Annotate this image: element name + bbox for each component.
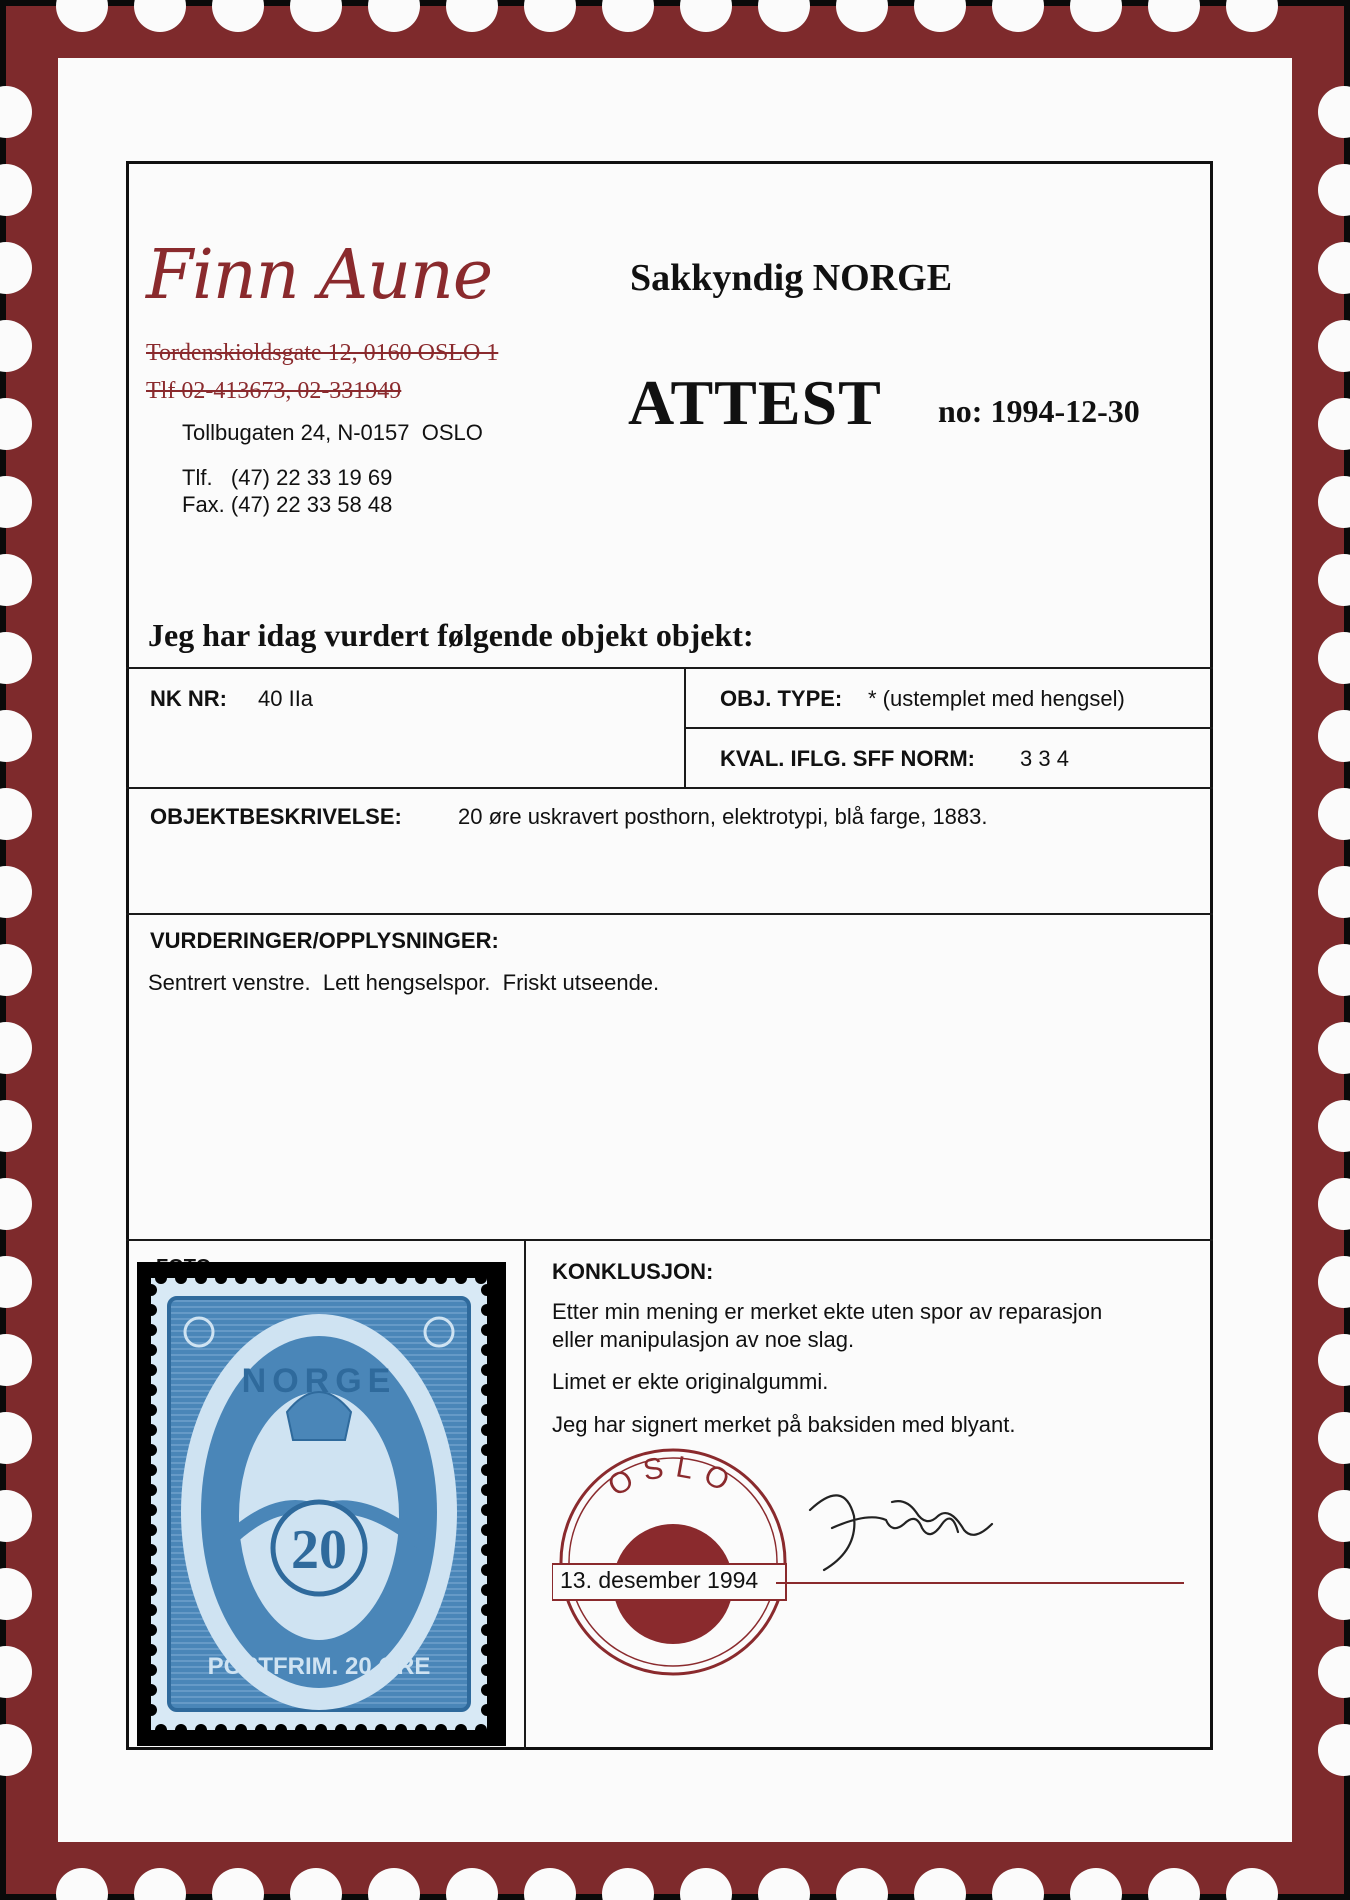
phone: Tlf. (47) 22 33 19 69 <box>182 465 393 490</box>
seal-city: OSLO <box>602 1450 744 1504</box>
old-address-line1: Tordenskioldsgate 12, 0160 OSLO 1 <box>146 340 499 366</box>
stamp-image <box>137 1262 506 1746</box>
stamp-country: NORGE <box>241 1362 397 1400</box>
seal-date: 13. desember 1994 <box>560 1567 759 1593</box>
nk-label: NK NR: <box>150 686 227 711</box>
old-address-line2: Tlf 02-413673, 02-331949 <box>146 378 402 404</box>
address: Tollbugaten 24, N-0157 OSLO <box>182 420 483 445</box>
organization-name: Sakkyndig NORGE <box>630 257 953 299</box>
fax: Fax. (47) 22 33 58 48 <box>182 492 393 517</box>
conclusion-line1: Etter min mening er merket ekte uten spor av reparasjon <box>552 1299 1103 1324</box>
description-label: OBJEKTBESKRIVELSE: <box>150 804 402 829</box>
nk-value: 40 IIa <box>258 686 314 711</box>
certificate-title: ATTEST <box>628 367 882 438</box>
oslo-seal <box>552 1442 794 1682</box>
stamp-photo <box>137 1262 506 1746</box>
signature-line <box>776 1582 1184 1584</box>
signature <box>796 1472 1012 1582</box>
obj-type-value: * (ustemplet med hengsel) <box>868 686 1125 711</box>
letterhead-logo: Finn Aune <box>146 236 493 315</box>
intro-text: Jeg har idag vurdert følgende objekt objekt: <box>148 617 754 653</box>
rule-3 <box>126 787 1213 789</box>
rule-v2 <box>524 1239 526 1750</box>
kval-label: KVAL. IFLG. SFF NORM: <box>720 746 976 771</box>
stamp-denomination: 20 <box>291 1519 347 1581</box>
rule-2 <box>684 727 1213 729</box>
kval-value: 3 3 4 <box>1020 746 1069 771</box>
obj-type-label: OBJ. TYPE: <box>720 686 843 711</box>
description-value: 20 øre uskravert posthorn, elektrotypi, blå farge, 1883. <box>458 804 988 829</box>
conclusion-heading: KONKLUSJON: <box>552 1259 714 1284</box>
certificate-number: no: 1994-12-30 <box>938 393 1140 429</box>
conclusion-line3: Limet er ekte originalgummi. <box>552 1369 829 1394</box>
rule-5 <box>126 1239 1213 1241</box>
assessment-value: Sentrert venstre. Lett hengselspor. Friskt utseende. <box>148 970 660 995</box>
stamp-bottom-text: POSTFRIM. 20 ØRE <box>207 1653 431 1680</box>
rule-4 <box>126 913 1213 915</box>
assessment-label: VURDERINGER/OPPLYSNINGER: <box>150 928 499 953</box>
conclusion-line2: eller manipulasjon av noe slag. <box>552 1327 855 1352</box>
conclusion-line4: Jeg har signert merket på baksiden med blyant. <box>552 1412 1016 1437</box>
rule-1 <box>126 667 1213 669</box>
